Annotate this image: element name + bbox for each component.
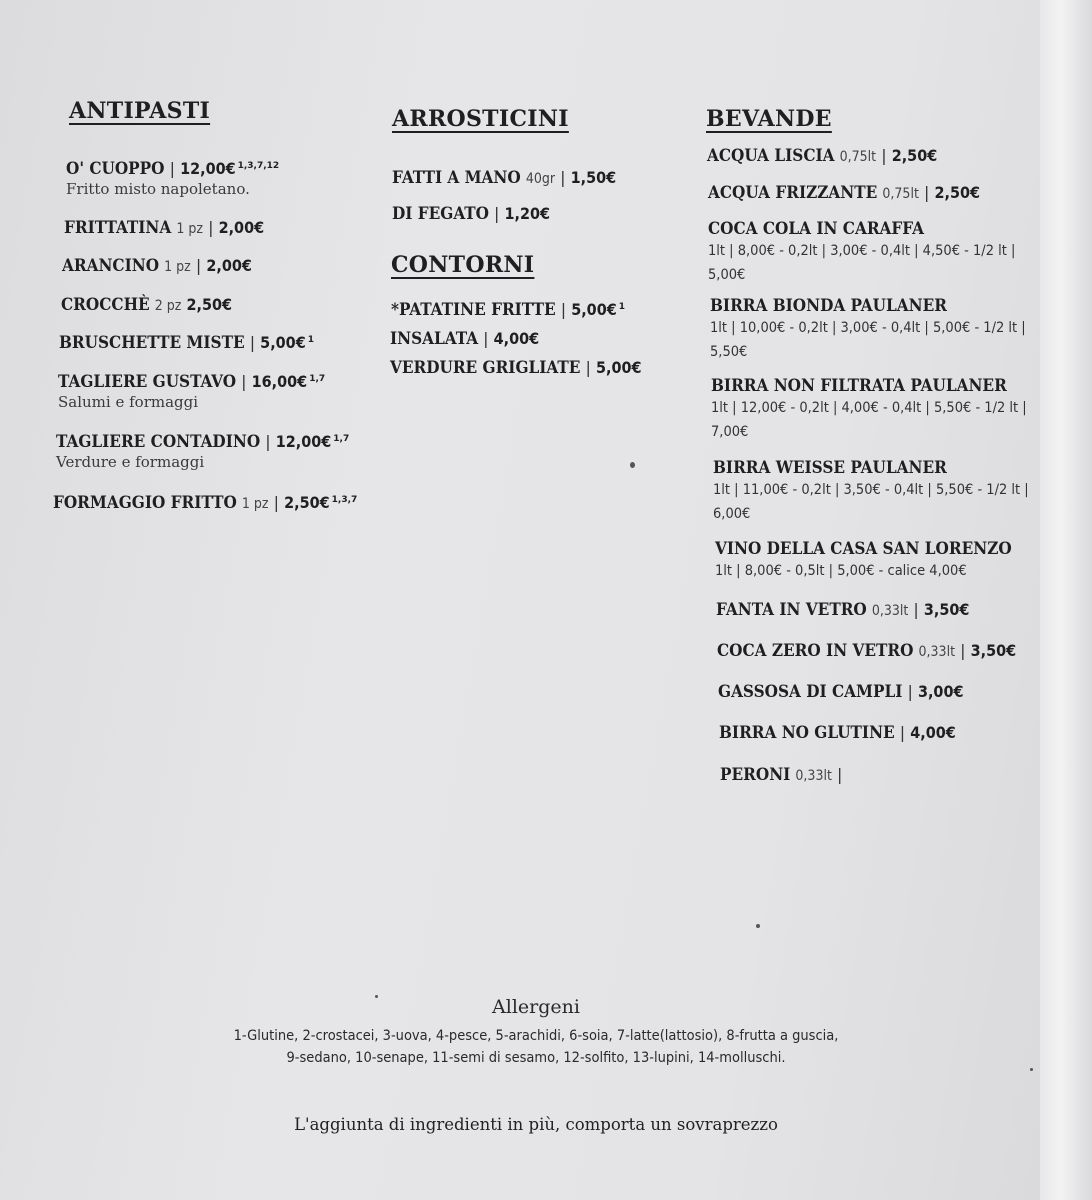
antipasti-item-tagliere-gustavo — [58, 372, 325, 411]
item-name: BIRRA NO GLUTINE — [719, 723, 895, 743]
bevande-item-fanta — [716, 600, 969, 620]
allergen-codes: 1,7 — [309, 374, 326, 384]
paper-speck — [375, 995, 378, 998]
item-name: VINO DELLA CASA SAN LORENZO — [715, 539, 1012, 559]
bevande-item-birra-bionda — [710, 296, 1030, 364]
item-sizes: 1lt | 12,00€ - 0,2lt | 4,00€ - 0,4lt | 5,50€ - 1/2 lt | 7,00€ — [711, 400, 1027, 440]
item-price: 16,00€ — [251, 372, 308, 391]
separator: | — [580, 358, 596, 377]
item-price: 3,50€ — [970, 641, 1017, 660]
item-qty: 1 pz — [241, 496, 269, 512]
contorni-item-insalata — [390, 329, 539, 349]
item-qty: 0,33lt — [795, 768, 832, 784]
allergeni-line-2: 9-sedano, 10-senape, 11-semi di sesamo, 12-solfito, 13-lupini, 14-molluschi. — [286, 1050, 786, 1066]
item-price: 12,00€ — [275, 432, 332, 451]
separator: | — [268, 493, 285, 512]
item-qty: 0,75lt — [839, 149, 877, 165]
item-price: 12,00€ — [180, 159, 236, 178]
item-name: TAGLIERE CONTADINO — [56, 432, 261, 452]
item-qty: 1 pz — [164, 259, 191, 275]
bevande-item-birra-weisse — [713, 458, 1033, 526]
item-price: 4,00€ — [910, 723, 956, 742]
antipasti-item-bruschette — [59, 333, 314, 353]
item-name: BIRRA WEISSE PAULANER — [713, 458, 947, 478]
allergen-codes: 1,3,7 — [331, 495, 358, 505]
item-sizes: 1lt | 10,00€ - 0,2lt | 3,00€ - 0,4lt | 5,00€ - 1/2 lt | 5,50€ — [710, 320, 1026, 360]
item-qty: 1 pz — [176, 221, 203, 237]
item-description: Fritto misto napoletano. — [66, 180, 250, 198]
bevande-item-coca-cola-caraffa — [708, 219, 1028, 287]
item-sizes: 1lt | 8,00€ - 0,2lt | 3,00€ - 0,4lt | 4,50€ - 1/2 lt | 5,00€ — [708, 243, 1016, 283]
item-price: 3,50€ — [923, 600, 970, 619]
paper-speck — [756, 924, 760, 928]
separator: | — [918, 183, 935, 202]
item-name: PERONI — [720, 765, 791, 785]
item-qty: 40gr — [525, 171, 556, 187]
item-price: 2,00€ — [218, 218, 265, 237]
antipasti-heading: ANTIPASTI — [69, 98, 211, 124]
item-name: *PATATINE FRITTE — [391, 300, 556, 320]
allergen-codes: 1 — [307, 335, 314, 345]
antipasti-item-frittatina — [64, 218, 264, 238]
arrosticini-heading: ARROSTICINI — [392, 106, 569, 132]
item-name: ACQUA LISCIA — [707, 146, 835, 166]
arrosticini-item-fatti-a-mano — [392, 168, 616, 188]
item-price: 2,50€ — [891, 146, 938, 165]
antipasti-item-cuoppo — [66, 159, 279, 198]
separator: | — [488, 204, 505, 223]
item-name: VERDURE GRIGLIATE — [390, 358, 581, 378]
separator: | — [478, 329, 494, 348]
item-name: DI FEGATO — [392, 204, 489, 224]
item-name: FANTA IN VETRO — [716, 600, 867, 620]
separator: | — [894, 723, 911, 742]
separator: | — [876, 146, 892, 165]
separator: | — [190, 256, 207, 275]
contorni-item-patatine — [391, 300, 625, 320]
separator: | — [555, 300, 572, 319]
item-name: COCA COLA IN CARAFFA — [708, 219, 924, 239]
antipasti-item-tagliere-contadino — [56, 432, 349, 471]
contorni-item-verdure-grigliate — [390, 358, 642, 378]
separator: | — [555, 168, 571, 187]
contorni-heading: CONTORNI — [391, 252, 535, 278]
separator: | — [164, 159, 181, 178]
separator: | — [236, 372, 252, 391]
item-sizes: 1lt | 11,00€ - 0,2lt | 3,50€ - 0,4lt | 5,50€ - 1/2 lt | 6,00€ — [713, 482, 1029, 522]
item-name: ARANCINO — [62, 256, 160, 276]
item-price: 2,50€ — [934, 183, 980, 202]
antipasti-item-arancino — [62, 256, 252, 276]
separator: | — [955, 641, 971, 660]
item-name: CROCCHÈ — [61, 295, 150, 315]
item-sizes: 1lt | 8,00€ - 0,5lt | 5,00€ - calice 4,00€ — [715, 563, 967, 579]
bevande-item-birra-non-filtrata — [711, 376, 1031, 444]
allergen-codes: 1 — [618, 302, 625, 312]
item-name: BRUSCHETTE MISTE — [59, 333, 245, 353]
separator: | — [203, 218, 219, 237]
separator: | — [908, 600, 924, 619]
item-qty: 2 pz — [154, 298, 182, 314]
item-price: 2,50€ — [284, 493, 330, 512]
item-name: FORMAGGIO FRITTO — [53, 493, 237, 513]
paper-edge — [1040, 0, 1092, 1200]
bevande-item-coca-zero — [717, 641, 1016, 661]
bevande-item-acqua-liscia — [707, 146, 937, 166]
separator: | — [260, 432, 276, 451]
item-price: 1,20€ — [504, 204, 551, 223]
bevande-heading: BEVANDE — [706, 106, 832, 132]
antipasti-item-crocche — [61, 295, 232, 315]
item-name: FATTI A MANO — [392, 168, 521, 188]
item-name: BIRRA NON FILTRATA PAULANER — [711, 376, 1007, 396]
item-name: ACQUA FRIZZANTE — [708, 183, 878, 203]
arrosticini-item-fegato — [392, 204, 550, 224]
bevande-item-gassosa — [718, 682, 963, 702]
antipasti-item-formaggio-fritto — [53, 493, 357, 513]
item-name: BIRRA BIONDA PAULANER — [710, 296, 947, 316]
item-qty: 0,75lt — [882, 186, 919, 202]
bevande-item-peroni — [720, 765, 842, 785]
separator: | — [831, 765, 843, 784]
item-description: Salumi e formaggi — [58, 393, 199, 411]
surcharge-note: L'aggiunta di ingredienti in più, comporta un sovraprezzo — [294, 1115, 778, 1134]
item-price: 3,00€ — [917, 682, 964, 701]
item-description: Verdure e formaggi — [56, 453, 205, 471]
item-price: 2,00€ — [206, 256, 252, 275]
separator: | — [244, 333, 261, 352]
item-price: 5,00€ — [571, 300, 617, 319]
allergeni-title: Allergeni — [492, 996, 580, 1018]
paper-speck — [1030, 1068, 1033, 1071]
item-name: GASSOSA DI CAMPLI — [718, 682, 903, 702]
item-price: 5,00€ — [595, 358, 642, 377]
item-name: O' CUOPPO — [66, 159, 165, 179]
item-name: INSALATA — [390, 329, 479, 349]
item-name: FRITTATINA — [64, 218, 172, 238]
separator: | — [902, 682, 918, 701]
allergeni-list — [180, 1025, 892, 1069]
paper-speck — [630, 462, 635, 468]
bevande-item-birra-no-glutine — [719, 723, 956, 743]
item-name: COCA ZERO IN VETRO — [717, 641, 914, 661]
allergen-codes: 1,3,7,12 — [237, 161, 280, 171]
item-price: 5,00€ — [260, 333, 306, 352]
item-qty: 0,33lt — [871, 603, 909, 619]
item-price: 2,50€ — [186, 295, 233, 314]
item-name: TAGLIERE GUSTAVO — [58, 372, 237, 392]
allergeni-line-1: 1-Glutine, 2-crostacei, 3-uova, 4-pesce, 5-arachidi, 6-soia, 7-latte(lattosio), 8-frutta a guscia, — [233, 1028, 839, 1044]
bevande-item-vino-della-casa — [715, 539, 1035, 583]
item-price: 1,50€ — [570, 168, 617, 187]
allergen-codes: 1,7 — [333, 434, 350, 444]
item-qty: 0,33lt — [918, 644, 956, 660]
bevande-item-acqua-frizzante — [708, 183, 980, 203]
item-price: 4,00€ — [493, 329, 540, 348]
